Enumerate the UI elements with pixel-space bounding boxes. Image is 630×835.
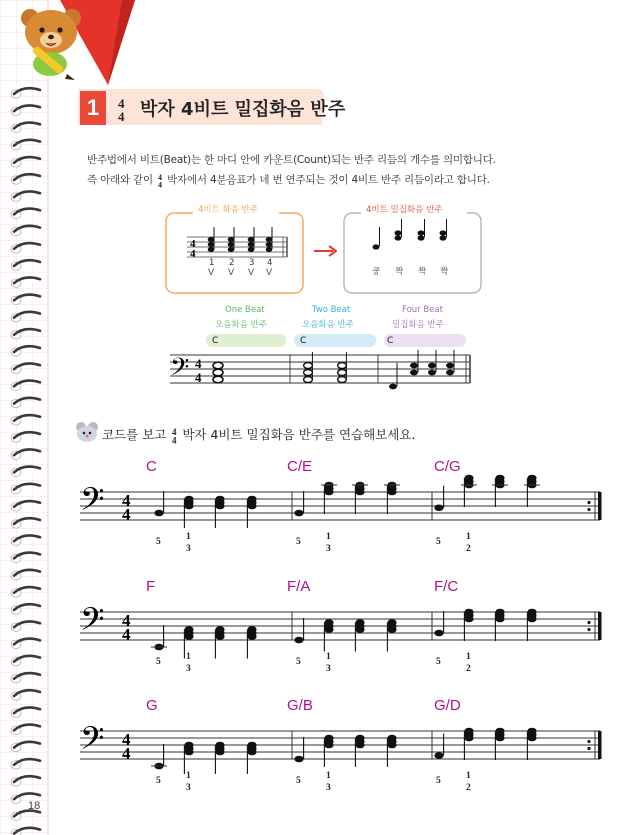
whole-note-head	[213, 369, 223, 376]
finger-number: 5	[156, 657, 161, 667]
example-chord-label: C	[300, 336, 307, 346]
page-number: 18	[28, 800, 41, 812]
time-signature-icon	[112, 96, 134, 122]
note-head	[440, 235, 447, 240]
finger-number: 1	[326, 532, 331, 542]
note-head	[395, 230, 402, 235]
repeat-dot	[587, 628, 590, 631]
chord-note-head	[247, 742, 256, 749]
note-head	[248, 237, 255, 242]
finger-number: 2	[466, 783, 471, 793]
finger-number: 1	[326, 771, 331, 781]
svg-text:4: 4	[172, 427, 177, 437]
chord-note-head	[464, 475, 473, 482]
chord-symbol: C/G	[434, 458, 461, 475]
time-sig-bottom: 4	[122, 505, 131, 524]
beat-label-ko: 오음화음 반주	[302, 320, 354, 330]
finger-number: 5	[296, 776, 301, 786]
finger-number: 1	[466, 532, 471, 542]
note-head	[410, 370, 418, 376]
count-label: 1	[209, 258, 215, 268]
note-head	[395, 235, 402, 240]
chord-note-head	[215, 742, 224, 749]
chord-note-head	[464, 728, 473, 735]
bass-note-head	[294, 637, 303, 644]
chord-symbol: C	[146, 458, 157, 475]
chord-note-head	[464, 609, 473, 616]
note-head	[228, 247, 235, 252]
note-head	[266, 247, 273, 252]
bass-note-head	[154, 510, 163, 517]
finger-number: 3	[326, 664, 331, 674]
chord-symbol: F	[146, 578, 156, 595]
time-sig-top: 4	[122, 730, 131, 749]
section-title: 박자 4비트 밀집화음 반주	[140, 99, 346, 120]
svg-text:4: 4	[190, 248, 196, 260]
bass-note-head	[434, 630, 443, 637]
count-label: 3	[249, 258, 255, 268]
paragraph-line-2a: 즉 아래와 같이	[87, 174, 157, 186]
chord-note-head	[247, 626, 256, 633]
svg-text:4: 4	[195, 356, 202, 371]
rhythm-syllable: 짝	[395, 267, 404, 277]
rhythm-syllable: 쿵	[372, 267, 381, 277]
count-label: 4	[267, 258, 273, 268]
finger-number: 5	[156, 776, 161, 786]
half-note-head	[338, 377, 347, 383]
beat-label-ko: 오음화음 반주	[215, 320, 267, 330]
repeat-dot	[587, 508, 590, 511]
chord-note-head	[527, 475, 536, 482]
practice-instruction	[102, 425, 415, 444]
bass-clef-icon: 𝄢	[80, 722, 105, 764]
note-head	[228, 242, 235, 247]
finger-number: 5	[296, 537, 301, 547]
final-barline	[598, 612, 602, 640]
section-number: 1	[86, 95, 100, 120]
chord-symbol: F/A	[287, 578, 311, 595]
note-head	[228, 237, 235, 242]
accent-mark: V	[266, 268, 273, 278]
beat-label-en: Two Beat	[312, 305, 351, 315]
finger-number: 1	[186, 652, 191, 662]
bass-clef-icon: 𝄢	[80, 483, 105, 525]
finger-number: 3	[326, 544, 331, 554]
note-head	[418, 230, 425, 235]
ts-bottom: 4	[118, 109, 125, 122]
example-chord-label: C	[212, 336, 219, 346]
practice-instruction-b: 박자 4비트 밀집화음 반주를 연습해보세요.	[182, 427, 416, 442]
chord-note-head	[215, 626, 224, 633]
whole-note-head	[213, 376, 223, 383]
note-head	[440, 230, 447, 235]
accent-mark: V	[208, 268, 215, 278]
note-head	[266, 237, 273, 242]
beat-label-en: One Beat	[225, 305, 265, 315]
final-barline	[598, 731, 602, 759]
finger-number: 1	[186, 771, 191, 781]
finger-number: 1	[186, 532, 191, 542]
four-beat-chord-box	[165, 205, 305, 295]
chord-note-head	[527, 728, 536, 735]
note-head	[248, 242, 255, 247]
final-barline	[598, 492, 602, 520]
repeat-dot	[587, 740, 590, 743]
half-note-head	[304, 363, 313, 369]
time-sig-top: 4	[122, 491, 131, 510]
finger-number: 5	[156, 537, 161, 547]
paragraph-line-2b: 박자에서 4분음표가 네 번 연주되는 것이 4비트 반주 리듬이라고 합니다.	[167, 174, 490, 186]
note-head	[446, 363, 454, 369]
count-label: 2	[229, 258, 235, 268]
time-sig-top: 4	[122, 611, 131, 630]
note-head	[208, 237, 215, 242]
whole-note-head	[213, 362, 223, 369]
arrow-right-icon	[313, 245, 337, 257]
svg-text:4: 4	[158, 180, 162, 188]
chord-note-head	[215, 496, 224, 503]
chord-symbol: G/D	[434, 697, 461, 714]
finger-number: 2	[466, 664, 471, 674]
chord-note-head	[355, 735, 364, 742]
chord-note-head	[184, 496, 193, 503]
four-beat-chord-box-title: 4비트 화음 반주	[198, 205, 259, 215]
beat-label-ko: 밀집화음 반주	[392, 320, 444, 330]
time-signature-inline-icon	[157, 173, 166, 188]
practice-instruction-a: 코드를 보고	[102, 427, 171, 442]
finger-number: 2	[466, 544, 471, 554]
finger-number: 1	[326, 652, 331, 662]
chord-note-head	[495, 728, 504, 735]
rhythm-syllable: 짝	[440, 267, 449, 277]
bass-clef-icon: 𝄢	[80, 603, 105, 645]
svg-text:4: 4	[190, 238, 196, 250]
note-head	[446, 370, 454, 376]
bass-note-head	[294, 756, 303, 763]
note-head	[248, 247, 255, 252]
half-note-head	[304, 370, 313, 376]
time-sig-bottom: 4	[122, 744, 131, 763]
chord-note-head	[387, 735, 396, 742]
bass-note-head	[434, 504, 443, 511]
bass-note-head	[434, 752, 443, 759]
repeat-dot	[587, 501, 590, 504]
note-head	[389, 384, 397, 390]
note-head	[266, 242, 273, 247]
accent-mark: V	[248, 268, 255, 278]
accent-mark: V	[228, 268, 235, 278]
note-head	[418, 235, 425, 240]
finger-number: 5	[436, 657, 441, 667]
half-note-head	[338, 363, 347, 369]
chord-note-head	[495, 609, 504, 616]
svg-text:4: 4	[195, 370, 202, 385]
svg-text:4: 4	[172, 435, 177, 444]
chord-note-head	[184, 742, 193, 749]
chord-symbol: C/E	[287, 458, 313, 475]
finger-number: 5	[436, 776, 441, 786]
bass-note-head	[373, 244, 380, 249]
chord-note-head	[247, 496, 256, 503]
finger-number: 3	[186, 783, 191, 793]
half-note-head	[304, 377, 313, 383]
repeat-dot	[587, 621, 590, 624]
chord-symbol: F/C	[434, 578, 459, 595]
chord-note-head	[355, 619, 364, 626]
chord-note-head	[495, 475, 504, 482]
chord-note-head	[184, 626, 193, 633]
paragraph-line-2	[87, 172, 490, 188]
chord-symbol: G	[146, 697, 158, 714]
mouse-mascot-icon	[75, 421, 99, 443]
chord-symbol: G/B	[287, 697, 313, 714]
svg-text:𝄢: 𝄢	[170, 354, 190, 387]
ts-top: 4	[118, 96, 125, 111]
half-note-head	[338, 370, 347, 376]
time-sig-bottom: 4	[122, 625, 131, 644]
paragraph-line-1: 반주법에서 비트(Beat)는 한 마디 안에 카운트(Count)되는 반주 리듬의 개수를 의미합니다.	[87, 154, 496, 166]
four-beat-close-chord-box	[343, 205, 483, 295]
chord-note-head	[324, 735, 333, 742]
finger-number: 1	[466, 652, 471, 662]
four-beat-close-chord-box-title: 4비트 밀집화음 반주	[366, 205, 443, 215]
note-head	[208, 242, 215, 247]
finger-number: 5	[436, 537, 441, 547]
example-chord-label: C	[387, 336, 394, 346]
example-bass-staff	[160, 335, 480, 395]
note-head	[410, 363, 418, 369]
finger-number: 1	[466, 771, 471, 781]
repeat-dot	[587, 747, 590, 750]
beat-label-en: Four Beat	[402, 305, 443, 315]
finger-number: 3	[326, 783, 331, 793]
note-head	[428, 370, 436, 376]
finger-number: 3	[186, 664, 191, 674]
note-head	[428, 363, 436, 369]
bass-note-head	[294, 510, 303, 517]
note-head	[208, 247, 215, 252]
chord-note-head	[387, 619, 396, 626]
finger-number: 3	[186, 544, 191, 554]
chord-note-head	[527, 609, 536, 616]
rhythm-syllable: 짝	[418, 267, 427, 277]
chord-note-head	[324, 619, 333, 626]
svg-text:4: 4	[158, 172, 162, 182]
finger-number: 5	[296, 657, 301, 667]
time-signature-inline-icon-2	[171, 427, 181, 444]
